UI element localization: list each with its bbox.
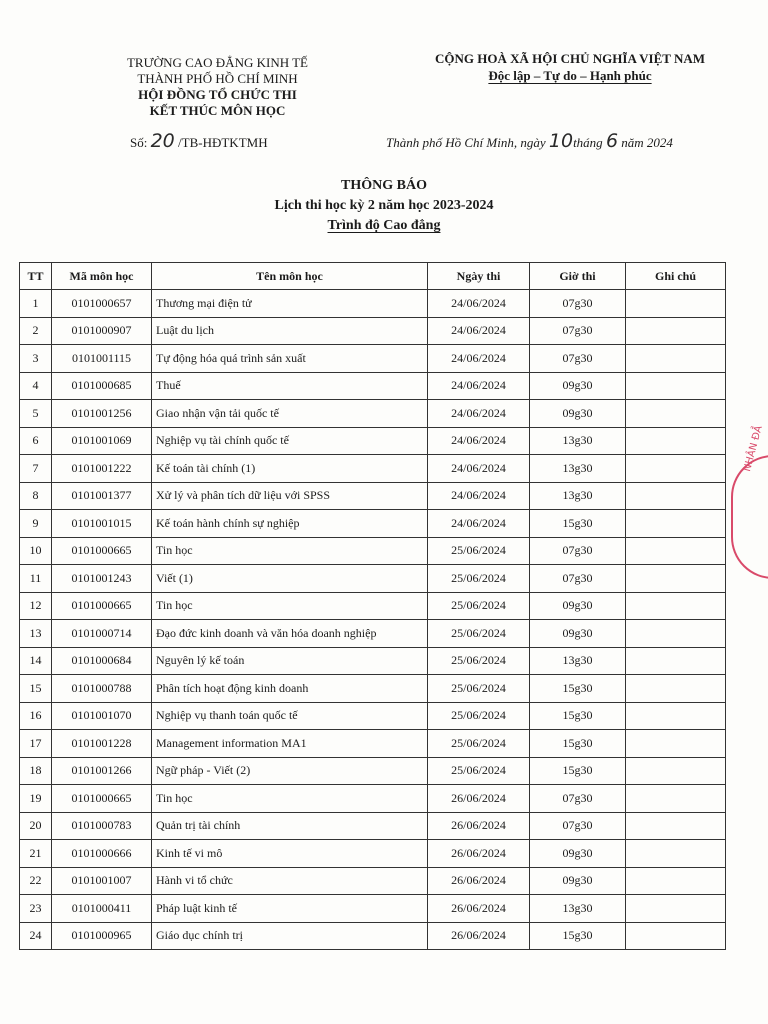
- exam-time: 07g30: [530, 537, 626, 565]
- exam-date: 24/06/2024: [428, 510, 530, 538]
- table-row: [20, 785, 726, 813]
- table-row: [20, 840, 726, 868]
- row-number: 2: [20, 317, 52, 345]
- exam-date: 24/06/2024: [428, 400, 530, 428]
- row-number: 3: [20, 345, 52, 373]
- note-cell: [626, 702, 726, 730]
- notice-level: Trình độ Cao đẳng: [327, 218, 441, 233]
- col-header-note: Ghi chú: [626, 263, 726, 290]
- exam-time: 09g30: [530, 867, 626, 895]
- subject-name: Hành vi tổ chức: [152, 867, 428, 895]
- table-row: [20, 537, 726, 565]
- exam-time: 15g30: [530, 702, 626, 730]
- table-row: [20, 345, 726, 373]
- subject-code: 0101000657: [52, 290, 152, 318]
- exam-time: 07g30: [530, 345, 626, 373]
- table-row: [20, 757, 726, 785]
- subject-code: 0101000665: [52, 592, 152, 620]
- exam-schedule-table: [19, 262, 726, 950]
- issue-date: [386, 130, 673, 152]
- notice-title: THÔNG BÁO: [341, 178, 427, 193]
- subject-name: Tin học: [152, 537, 428, 565]
- note-cell: [626, 757, 726, 785]
- subject-code: 0101001222: [52, 455, 152, 483]
- row-number: 12: [20, 592, 52, 620]
- subject-name: Nghiệp vụ thanh toán quốc tế: [152, 702, 428, 730]
- row-number: 23: [20, 895, 52, 923]
- exam-time: 09g30: [530, 620, 626, 648]
- exam-date: 25/06/2024: [428, 647, 530, 675]
- subject-code: 0101001256: [52, 400, 152, 428]
- table-row: [20, 290, 726, 318]
- exam-date: 24/06/2024: [428, 455, 530, 483]
- row-number: 8: [20, 482, 52, 510]
- subject-code: 0101000788: [52, 675, 152, 703]
- row-number: 20: [20, 812, 52, 840]
- subject-name: Ngữ pháp - Viết (2): [152, 757, 428, 785]
- subject-code: 0101001070: [52, 702, 152, 730]
- subject-name: Luật du lịch: [152, 317, 428, 345]
- note-cell: [626, 785, 726, 813]
- subject-name: Phân tích hoạt động kinh doanh: [152, 675, 428, 703]
- row-number: 1: [20, 290, 52, 318]
- note-cell: [626, 812, 726, 840]
- exam-time: 09g30: [530, 840, 626, 868]
- subject-code: 0101000666: [52, 840, 152, 868]
- note-cell: [626, 922, 726, 950]
- note-cell: [626, 510, 726, 538]
- row-number: 7: [20, 455, 52, 483]
- table-row: [20, 730, 726, 758]
- exam-time: 09g30: [530, 372, 626, 400]
- exam-date: 26/06/2024: [428, 922, 530, 950]
- exam-date: 24/06/2024: [428, 372, 530, 400]
- exam-date: 26/06/2024: [428, 840, 530, 868]
- row-number: 17: [20, 730, 52, 758]
- council-name-line2: KẾT THÚC MÔN HỌC: [149, 103, 286, 118]
- subject-name: Management information MA1: [152, 730, 428, 758]
- exam-time: 07g30: [530, 565, 626, 593]
- subject-code: 0101001015: [52, 510, 152, 538]
- row-number: 24: [20, 922, 52, 950]
- subject-name: Kế toán tài chính (1): [152, 455, 428, 483]
- subject-name: Nguyên lý kế toán: [152, 647, 428, 675]
- subject-name: Viết (1): [152, 565, 428, 593]
- exam-date: 24/06/2024: [428, 482, 530, 510]
- subject-name: Tin học: [152, 785, 428, 813]
- exam-time: 07g30: [530, 290, 626, 318]
- exam-time: 15g30: [530, 730, 626, 758]
- subject-name: Kinh tế vi mô: [152, 840, 428, 868]
- subject-name: Nghiệp vụ tài chính quốc tế: [152, 427, 428, 455]
- col-header-code: Mã môn học: [52, 263, 152, 290]
- school-name-line2: THÀNH PHỐ HỒ CHÍ MINH: [137, 71, 298, 86]
- table-row: [20, 812, 726, 840]
- exam-date: 26/06/2024: [428, 785, 530, 813]
- subject-code: 0101000907: [52, 317, 152, 345]
- table-row: [20, 922, 726, 950]
- subject-code: 0101001266: [52, 757, 152, 785]
- note-cell: [626, 345, 726, 373]
- table-row: [20, 647, 726, 675]
- col-header-date: Ngày thi: [428, 263, 530, 290]
- exam-date: 25/06/2024: [428, 757, 530, 785]
- note-cell: [626, 840, 726, 868]
- republic-title: CỘNG HOÀ XÃ HỘI CHỦ NGHĨA VIỆT NAM: [434, 51, 706, 66]
- exam-time: 15g30: [530, 510, 626, 538]
- col-header-subject: Tên môn học: [152, 263, 428, 290]
- note-cell: [626, 620, 726, 648]
- exam-time: 15g30: [530, 922, 626, 950]
- subject-name: Xử lý và phân tích dữ liệu với SPSS: [152, 482, 428, 510]
- note-cell: [626, 537, 726, 565]
- subject-code: 0101001243: [52, 565, 152, 593]
- subject-code: 0101001069: [52, 427, 152, 455]
- exam-time: 09g30: [530, 592, 626, 620]
- subject-name: Giáo dục chính trị: [152, 922, 428, 950]
- note-cell: [626, 400, 726, 428]
- date-prefix: Thành phố Hồ Chí Minh, ngày: [386, 135, 546, 150]
- note-cell: [626, 290, 726, 318]
- row-number: 22: [20, 867, 52, 895]
- table-row: [20, 895, 726, 923]
- subject-code: 0101000783: [52, 812, 152, 840]
- exam-time: 09g30: [530, 400, 626, 428]
- subject-name: Giao nhận vận tải quốc tế: [152, 400, 428, 428]
- exam-date: 25/06/2024: [428, 592, 530, 620]
- note-cell: [626, 317, 726, 345]
- official-seal: [731, 455, 768, 579]
- subject-name: Thuế: [152, 372, 428, 400]
- note-cell: [626, 592, 726, 620]
- col-header-tt: TT: [20, 263, 52, 290]
- note-cell: [626, 895, 726, 923]
- note-cell: [626, 867, 726, 895]
- subject-code: 0101000665: [52, 537, 152, 565]
- subject-code: 0101001228: [52, 730, 152, 758]
- national-header: [412, 50, 728, 84]
- subject-code: 0101001007: [52, 867, 152, 895]
- table-row: [20, 317, 726, 345]
- notice-subtitle: Lịch thi học kỳ 2 năm học 2023-2024: [274, 198, 494, 213]
- exam-time: 07g30: [530, 785, 626, 813]
- date-month: 6: [605, 130, 619, 152]
- exam-time: 13g30: [530, 427, 626, 455]
- note-cell: [626, 482, 726, 510]
- row-number: 11: [20, 565, 52, 593]
- exam-date: 24/06/2024: [428, 317, 530, 345]
- council-name-line1: HỘI ĐỒNG TỔ CHỨC THI: [138, 87, 297, 102]
- school-name-line1: TRƯỜNG CAO ĐẲNG KINH TẾ: [126, 55, 308, 70]
- exam-date: 25/06/2024: [428, 730, 530, 758]
- document-number: [130, 130, 268, 152]
- row-number: 18: [20, 757, 52, 785]
- col-header-time: Giờ thi: [530, 263, 626, 290]
- date-month-label: tháng: [573, 135, 603, 150]
- row-number: 19: [20, 785, 52, 813]
- table-row: [20, 565, 726, 593]
- exam-date: 26/06/2024: [428, 812, 530, 840]
- notice-title-block: [0, 176, 768, 236]
- subject-code: 0101000684: [52, 647, 152, 675]
- row-number: 9: [20, 510, 52, 538]
- subject-name: Tin học: [152, 592, 428, 620]
- row-number: 15: [20, 675, 52, 703]
- subject-name: Kế toán hành chính sự nghiệp: [152, 510, 428, 538]
- table-row: [20, 702, 726, 730]
- subject-code: 0101000411: [52, 895, 152, 923]
- table-row: [20, 427, 726, 455]
- row-number: 6: [20, 427, 52, 455]
- row-number: 10: [20, 537, 52, 565]
- subject-name: Đạo đức kinh doanh và văn hóa doanh nghiệp: [152, 620, 428, 648]
- exam-time: 13g30: [530, 482, 626, 510]
- date-year: năm 2024: [621, 135, 673, 150]
- exam-date: 26/06/2024: [428, 895, 530, 923]
- national-motto: Độc lập – Tự do – Hạnh phúc: [488, 68, 652, 83]
- subject-code: 0101000965: [52, 922, 152, 950]
- table-body: [20, 290, 726, 950]
- table-row: [20, 620, 726, 648]
- table-row: [20, 867, 726, 895]
- exam-time: 13g30: [530, 455, 626, 483]
- exam-date: 25/06/2024: [428, 675, 530, 703]
- document-number-suffix: /TB-HĐTKTMH: [178, 135, 268, 150]
- subject-code: 0101000714: [52, 620, 152, 648]
- row-number: 14: [20, 647, 52, 675]
- subject-code: 0101001115: [52, 345, 152, 373]
- table-row: [20, 592, 726, 620]
- exam-date: 24/06/2024: [428, 427, 530, 455]
- issuer-block: [110, 55, 325, 119]
- subject-code: 0101000665: [52, 785, 152, 813]
- table-row: [20, 455, 726, 483]
- table-row: [20, 372, 726, 400]
- document-number-value: 20: [150, 130, 175, 152]
- subject-code: 0101001377: [52, 482, 152, 510]
- subject-name: Thương mại điện tử: [152, 290, 428, 318]
- row-number: 4: [20, 372, 52, 400]
- subject-name: Tự động hóa quá trình sản xuất: [152, 345, 428, 373]
- document-number-label: Số:: [130, 135, 148, 150]
- exam-time: 13g30: [530, 895, 626, 923]
- exam-date: 25/06/2024: [428, 565, 530, 593]
- row-number: 13: [20, 620, 52, 648]
- table-row: [20, 510, 726, 538]
- exam-time: 15g30: [530, 675, 626, 703]
- table-header-row: [20, 263, 726, 290]
- note-cell: [626, 730, 726, 758]
- note-cell: [626, 455, 726, 483]
- date-day: 10: [548, 130, 574, 152]
- row-number: 21: [20, 840, 52, 868]
- exam-date: 24/06/2024: [428, 290, 530, 318]
- exam-date: 25/06/2024: [428, 702, 530, 730]
- exam-date: 25/06/2024: [428, 620, 530, 648]
- exam-time: 13g30: [530, 647, 626, 675]
- exam-date: 24/06/2024: [428, 345, 530, 373]
- note-cell: [626, 565, 726, 593]
- table-row: [20, 482, 726, 510]
- exam-time: 07g30: [530, 812, 626, 840]
- note-cell: [626, 427, 726, 455]
- row-number: 16: [20, 702, 52, 730]
- note-cell: [626, 647, 726, 675]
- exam-time: 15g30: [530, 757, 626, 785]
- subject-name: Quản trị tài chính: [152, 812, 428, 840]
- exam-date: 25/06/2024: [428, 537, 530, 565]
- table-row: [20, 400, 726, 428]
- exam-date: 26/06/2024: [428, 867, 530, 895]
- table-row: [20, 675, 726, 703]
- subject-code: 0101000685: [52, 372, 152, 400]
- row-number: 5: [20, 400, 52, 428]
- official-seal-text: NHÂN ĐẲ: [742, 424, 765, 473]
- exam-time: 07g30: [530, 317, 626, 345]
- note-cell: [626, 675, 726, 703]
- note-cell: [626, 372, 726, 400]
- subject-name: Pháp luật kinh tế: [152, 895, 428, 923]
